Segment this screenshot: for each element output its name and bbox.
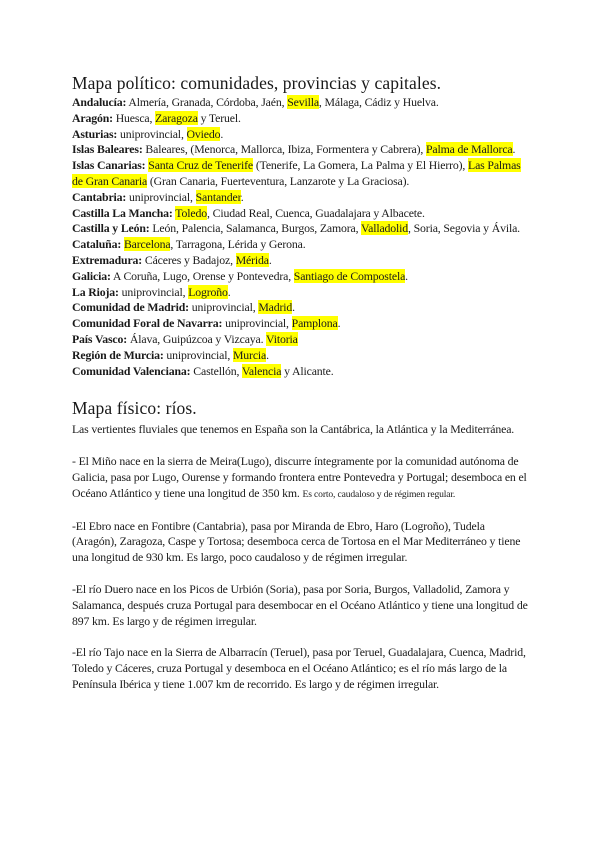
capital-highlight: Toledo: [175, 205, 207, 220]
capital-highlight: Valencia: [241, 363, 282, 378]
community-entry: [72, 316, 532, 332]
river-text: -El río Tajo nace en la Sierra de Albarracín (Teruel), pasa por Teruel, Guadalajara, Cuenca, Madrid, Toledo y Cáceres, cruza Portugal y desemboca en el Océano Atlántico; es el río más largo de la Península Ibérica y tiene 1.007 km de recorrido. Es largo y de régimen irregular.: [72, 645, 526, 691]
provinces-text: , Soria, Segovia y Ávila.: [408, 221, 520, 236]
provinces-text: .: [266, 347, 269, 362]
capital-highlight: Murcia: [232, 347, 267, 362]
capital-highlight: Barcelona: [123, 237, 171, 252]
provinces-text: , Tarragona, Lérida y Gerona.: [170, 237, 306, 252]
community-list: [72, 95, 532, 379]
provinces-text: Cáceres y Badajoz,: [142, 252, 236, 267]
capital-highlight: Logroño: [188, 284, 228, 299]
river-paragraph: [72, 519, 532, 566]
community-entry: [72, 158, 532, 190]
provinces-text: Almería, Granada, Córdoba, Jaén,: [126, 95, 288, 109]
provinces-text: uniprovincial,: [163, 347, 233, 362]
community-name: La Rioja:: [72, 284, 119, 299]
community-entry: [72, 127, 532, 143]
capital-highlight: Oviedo: [186, 126, 221, 141]
provinces-text: , Málaga, Cádiz y Huelva.: [318, 95, 439, 109]
provinces-text: .: [405, 268, 408, 283]
capital-highlight: Las Palmas de Gran Canaria: [72, 158, 521, 188]
community-name: Cantabria:: [72, 189, 127, 204]
community-entry: [72, 95, 532, 111]
provinces-text: y Teruel.: [197, 110, 241, 125]
community-entry: [72, 190, 532, 206]
provinces-text: uniprovincial,: [118, 284, 189, 299]
community-name: Islas Baleares:: [72, 142, 143, 157]
community-name: Región de Murcia:: [72, 347, 164, 362]
river-paragraph: [72, 454, 532, 502]
capital-highlight: Sevilla: [287, 95, 319, 109]
capital-highlight: Zaragoza: [155, 110, 198, 125]
provinces-text: uniprovincial,: [126, 189, 196, 204]
community-name: Castilla y León:: [72, 221, 150, 236]
community-entry: [72, 300, 532, 316]
community-entry: [72, 269, 532, 285]
provinces-text: .: [240, 189, 244, 204]
provinces-text: , Ciudad Real, Cuenca, Guadalajara y Albacete.: [207, 205, 425, 220]
capital-highlight: Santiago de Compostela: [293, 268, 406, 283]
community-entry: [72, 285, 532, 301]
community-name: Aragón:: [72, 110, 113, 125]
rivers-list: [72, 454, 532, 693]
river-text: - El Miño nace en la sierra de Meira(Lugo), discurre íntegramente por la comunidad autónoma de Galicia, pasa por Lugo, Ourense y formando frontera entre Pontevedra y Portugal; desemboca en el Océano Atlántico y tiene una longitud de 350 km.: [72, 454, 527, 500]
river-paragraph: [72, 582, 532, 629]
provinces-text: uniprovincial,: [117, 126, 187, 141]
provinces-text: (Gran Canaria, Fuerteventura, Lanzarote y La Graciosa).: [147, 173, 410, 188]
river-paragraph: [72, 645, 532, 692]
provinces-text: .: [220, 126, 224, 141]
community-entry: [72, 111, 532, 127]
river-text: -El Ebro nace en Fontibre (Cantabria), pasa por Miranda de Ebro, Haro (Logroño), Tudela (Aragón), Zaragoza, Caspe y Tortosa; desemboca cerca de Tortosa en el Mar Mediterráneo y tiene una longitud de 930 km. Es largo, poco caudaloso y de régimen irregular.: [72, 518, 521, 565]
capital-highlight: Santa Cruz de Tenerife: [148, 158, 254, 173]
community-name: Islas Canarias:: [72, 158, 146, 173]
provinces-text: Baleares, (Menorca, Mallorca, Ibiza, Formentera y Cabrera),: [142, 142, 426, 157]
community-name: Extremadura:: [72, 252, 143, 267]
provinces-text: .: [337, 316, 341, 331]
provinces-text: .: [512, 142, 516, 157]
community-entry: [72, 332, 532, 348]
provinces-text: Álava, Guipúzcoa y Vizcaya.: [127, 331, 267, 346]
community-entry: [72, 253, 532, 269]
community-entry: [72, 348, 532, 364]
community-name: Galicia:: [72, 268, 111, 283]
provinces-text: (Tenerife, La Gomera, La Palma y El Hierro),: [253, 158, 469, 173]
provinces-text: .: [292, 300, 295, 315]
community-name: Cataluña:: [72, 237, 122, 252]
community-name: Castilla La Mancha:: [72, 205, 173, 220]
community-name: Comunidad Valenciana:: [72, 363, 191, 378]
capital-highlight: Santander: [195, 189, 241, 204]
political-map-title: Mapa político: comunidades, provincias y capitales.: [72, 73, 442, 93]
community-entry: [72, 142, 532, 158]
provinces-text: León, Palencia, Salamanca, Burgos, Zamora,: [149, 221, 362, 236]
capital-highlight: Mérida: [235, 252, 269, 267]
community-name: Andalucía:: [72, 95, 127, 109]
provinces-text: uniprovincial,: [188, 300, 259, 315]
river-summary: Es corto, caudaloso y de régimen regular.: [302, 488, 456, 500]
capital-highlight: Valladolid: [361, 221, 409, 236]
intro-paragraph: Las vertientes fluviales que tenemos en España son la Cantábrica, la Atlántica y la Mediterránea.: [72, 422, 515, 437]
document-content: [72, 72, 532, 693]
capital-highlight: Palma de Mallorca: [425, 142, 513, 157]
provinces-text: Huesca,: [112, 110, 156, 125]
community-name: Comunidad de Madrid:: [72, 300, 189, 315]
capital-highlight: Madrid: [258, 300, 293, 315]
provinces-text: y Alicante.: [281, 363, 334, 378]
community-entry: [72, 206, 532, 222]
community-entry: [72, 221, 532, 237]
community-name: Asturias:: [72, 126, 118, 141]
capital-highlight: Pamplona: [291, 316, 338, 331]
provinces-text: Castellón,: [190, 363, 242, 378]
provinces-text: A Coruña, Lugo, Orense y Pontevedra,: [110, 268, 294, 283]
river-text: -El río Duero nace en los Picos de Urbión (Soria), pasa por Soria, Burgos, Valladolid, Zamora y Salamanca, después cruza Portugal para desembocar en el Océano Atlántico y tiene una longitud de 897 km. Es largo y de régimen irregular.: [72, 581, 528, 628]
provinces-text: uniprovincial,: [222, 316, 292, 331]
capital-highlight: Vitoria: [266, 331, 298, 346]
provinces-text: .: [227, 284, 231, 299]
community-entry: [72, 364, 532, 380]
community-name: Comunidad Foral de Navarra:: [72, 316, 223, 331]
physical-map-title: Mapa físico: ríos.: [72, 398, 197, 419]
community-name: País Vasco:: [72, 331, 128, 346]
provinces-text: .: [268, 252, 272, 267]
community-entry: [72, 237, 532, 253]
